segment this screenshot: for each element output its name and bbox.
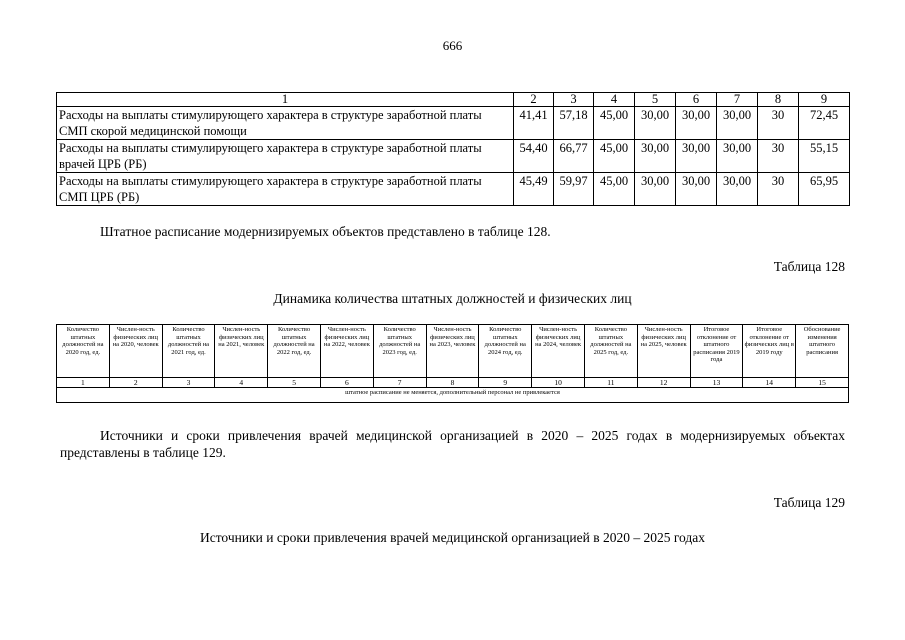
value-cell: 30 bbox=[758, 173, 799, 206]
value-cell: 30,00 bbox=[676, 140, 717, 173]
value-cell: 30,00 bbox=[717, 140, 758, 173]
header-cell: 8 bbox=[758, 93, 799, 107]
row-label: Расходы на выплаты стимулирующего характера в структуре заработной платы врачей ЦРБ (РБ) bbox=[57, 140, 514, 173]
table-note: штатное расписание не меняется, дополнительный персонал не привлекается bbox=[57, 388, 849, 403]
value-cell: 45,00 bbox=[594, 107, 635, 140]
header-cell: 2 bbox=[514, 93, 554, 107]
table-row bbox=[57, 107, 850, 140]
column-number-row bbox=[57, 378, 849, 388]
table-row bbox=[57, 173, 850, 206]
column-number: 7 bbox=[373, 378, 426, 388]
value-cell: 59,97 bbox=[554, 173, 594, 206]
column-number: 4 bbox=[215, 378, 268, 388]
value-cell: 54,40 bbox=[514, 140, 554, 173]
header-cell: Количество штатных должностей на 2021 год, ед. bbox=[162, 325, 215, 378]
paragraph-sources-text: Источники и сроки привлечения врачей медицинской организацией в 2020 – 2025 годах в модернизируемых объектах представлены в таблице 129. bbox=[60, 428, 845, 460]
note-row bbox=[57, 388, 849, 403]
row-label: Расходы на выплаты стимулирующего характера в структуре заработной платы СМП ЦРБ (РБ) bbox=[57, 173, 514, 206]
table-128-title: Динамика количества штатных должностей и физических лиц bbox=[273, 291, 632, 306]
column-number: 1 bbox=[57, 378, 110, 388]
header-cell: Количество штатных должностей на 2024 год, ед. bbox=[479, 325, 532, 378]
value-cell: 30,00 bbox=[635, 107, 676, 140]
header-cell: Числен-ность физических лиц на 2020, человек bbox=[109, 325, 162, 378]
header-cell: Количество штатных должностей на 2020 год, ед. bbox=[57, 325, 110, 378]
header-cell: Числен-ность физических лиц на 2025, человек bbox=[637, 325, 690, 378]
continuation-table bbox=[56, 92, 850, 206]
column-number: 6 bbox=[320, 378, 373, 388]
paragraph-staffing: Штатное расписание модернизируемых объектов представлено в таблице 128. bbox=[100, 224, 551, 239]
header-cell: Числен-ность физических лиц на 2021, человек bbox=[215, 325, 268, 378]
row-label: Расходы на выплаты стимулирующего характера в структуре заработной платы СМП скорой медицинской помощи bbox=[57, 107, 514, 140]
header-cell: Обоснование изменения штатного расписания bbox=[796, 325, 849, 378]
header-cell: Итоговое отклонение от штатного расписания 2019 года bbox=[690, 325, 743, 378]
header-cell: Числен-ность физических лиц на 2022, человек bbox=[320, 325, 373, 378]
value-cell: 30,00 bbox=[717, 173, 758, 206]
paragraph-sources bbox=[60, 427, 845, 461]
column-number: 15 bbox=[796, 378, 849, 388]
column-number: 3 bbox=[162, 378, 215, 388]
table-header-row bbox=[57, 325, 849, 378]
value-cell: 57,18 bbox=[554, 107, 594, 140]
value-cell: 30 bbox=[758, 107, 799, 140]
header-cell: Числен-ность физических лиц на 2023, человек bbox=[426, 325, 479, 378]
value-cell: 30,00 bbox=[635, 140, 676, 173]
column-number: 10 bbox=[532, 378, 585, 388]
table-128 bbox=[56, 324, 849, 403]
column-number: 9 bbox=[479, 378, 532, 388]
value-cell: 30,00 bbox=[717, 107, 758, 140]
column-number: 13 bbox=[690, 378, 743, 388]
header-cell: Итоговое отклонение от физических лиц в 2019 году bbox=[743, 325, 796, 378]
table-129-title: Источники и сроки привлечения врачей медицинской организацией в 2020 – 2025 годах bbox=[199, 530, 706, 545]
header-cell: 1 bbox=[57, 93, 514, 107]
header-cell: 6 bbox=[676, 93, 717, 107]
value-cell: 45,00 bbox=[594, 173, 635, 206]
column-number: 2 bbox=[109, 378, 162, 388]
header-cell: 3 bbox=[554, 93, 594, 107]
value-cell: 30,00 bbox=[635, 173, 676, 206]
header-cell: Количество штатных должностей на 2023 год, ед. bbox=[373, 325, 426, 378]
value-cell: 72,45 bbox=[799, 107, 850, 140]
value-cell: 65,95 bbox=[799, 173, 850, 206]
column-number: 8 bbox=[426, 378, 479, 388]
value-cell: 41,41 bbox=[514, 107, 554, 140]
header-cell: 4 bbox=[594, 93, 635, 107]
table-row bbox=[57, 140, 850, 173]
header-cell: 9 bbox=[799, 93, 850, 107]
value-cell: 30,00 bbox=[676, 107, 717, 140]
value-cell: 55,15 bbox=[799, 140, 850, 173]
table-128-caption: Таблица 128 bbox=[773, 259, 845, 274]
value-cell: 66,77 bbox=[554, 140, 594, 173]
header-cell: Количество штатных должностей на 2025 год, ед. bbox=[584, 325, 637, 378]
value-cell: 45,00 bbox=[594, 140, 635, 173]
value-cell: 45,49 bbox=[514, 173, 554, 206]
column-number: 5 bbox=[268, 378, 321, 388]
value-cell: 30 bbox=[758, 140, 799, 173]
value-cell: 30,00 bbox=[676, 173, 717, 206]
column-number: 14 bbox=[743, 378, 796, 388]
page-number: 666 bbox=[442, 38, 463, 53]
header-cell: Количество штатных должностей на 2022 год, ед. bbox=[268, 325, 321, 378]
header-cell: 7 bbox=[717, 93, 758, 107]
column-number: 12 bbox=[637, 378, 690, 388]
table-header-row bbox=[57, 93, 850, 107]
header-cell: Числен-ность физических лиц на 2024, человек bbox=[532, 325, 585, 378]
header-cell: 5 bbox=[635, 93, 676, 107]
column-number: 11 bbox=[584, 378, 637, 388]
table-129-caption: Таблица 129 bbox=[773, 495, 845, 510]
